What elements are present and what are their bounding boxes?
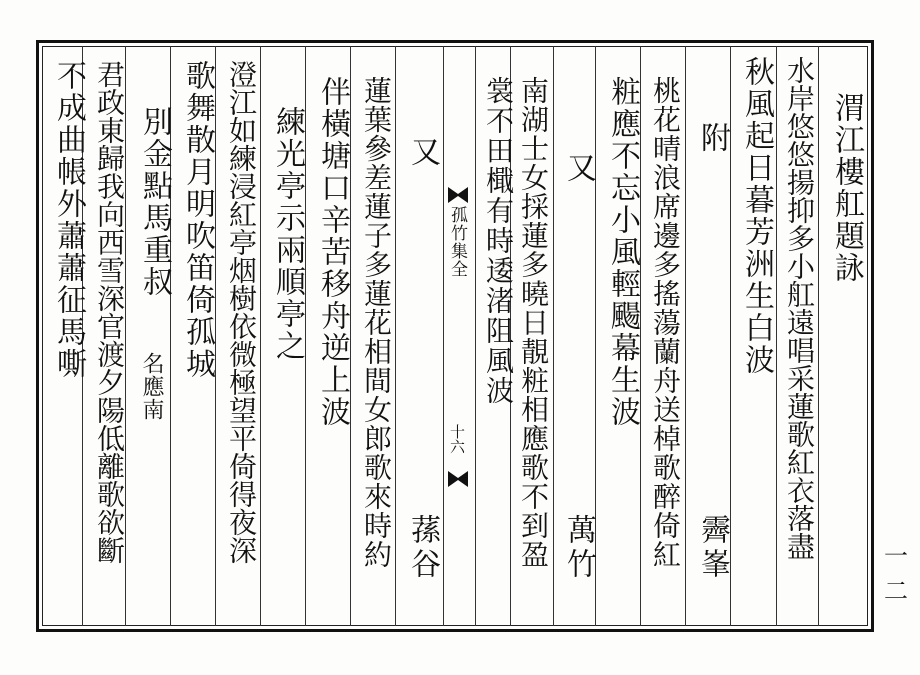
section-heading: 又 <box>561 152 596 184</box>
verse-line: 不成曲帳外蕭蕭征馬嘶 <box>51 60 86 380</box>
verse-line: 粧應不忘小風輕颺幕生波 <box>605 76 640 428</box>
column-rule <box>685 46 686 626</box>
fish-tail-mark-icon <box>447 468 469 490</box>
verse-line: 君政東歸我向西雪深官渡夕陽低離歌欲斷 <box>93 60 126 564</box>
verse-line: 蓮葉參差蓮子多蓮花相間女郎歌來時約 <box>360 76 393 569</box>
verse-line: 澄江如練浸紅亭烟樹依微極望平倚得夜深 <box>225 60 258 564</box>
column-rule <box>776 46 777 626</box>
author-name: 霽峯 <box>695 514 730 582</box>
column-rule <box>260 46 261 626</box>
verse-line: 歌舞散月明吹笛倚孤城 <box>180 60 215 380</box>
fish-tail-mark-icon <box>447 184 469 206</box>
poem-title: 練光亭示兩順亭之 <box>270 106 305 362</box>
verse-line: 水岸悠悠揚抑多小舡遠唱采蓮歌紅衣落盡 <box>783 56 816 560</box>
verse-line: 桃花晴浪席邊多搖蕩蘭舟送棹歌醉倚紅 <box>649 76 682 569</box>
center-gutter <box>443 46 475 626</box>
folio-number: 十六 <box>448 424 466 454</box>
column-rule <box>818 46 819 626</box>
poem-title: 渭江樓舡題詠 <box>829 92 864 284</box>
section-heading: 又 <box>405 136 440 168</box>
column-rule <box>395 46 396 626</box>
verse-line: 裳不田檝有時逶渚阻風波 <box>482 76 515 406</box>
book-title: 孤竹集全 <box>447 206 467 278</box>
author-name: 萬竹 <box>561 514 596 582</box>
name-note: 名應南 <box>139 352 164 421</box>
verse-line: 秋風起日暮芳洲生白波 <box>739 56 774 376</box>
gutter-rule <box>475 46 476 626</box>
margin-page-number: 一二 <box>884 542 912 605</box>
verse-line: 伴橫塘口辛苦移舟逆上波 <box>315 76 350 428</box>
author-name: 蓀谷 <box>405 514 440 582</box>
poem-title: 別金點馬重叔 <box>137 106 172 298</box>
verse-line: 南湖士女採蓮多曉日靚粧相應歌不到盈 <box>517 76 550 569</box>
section-heading: 附 <box>695 122 730 154</box>
column-rule <box>553 46 554 626</box>
